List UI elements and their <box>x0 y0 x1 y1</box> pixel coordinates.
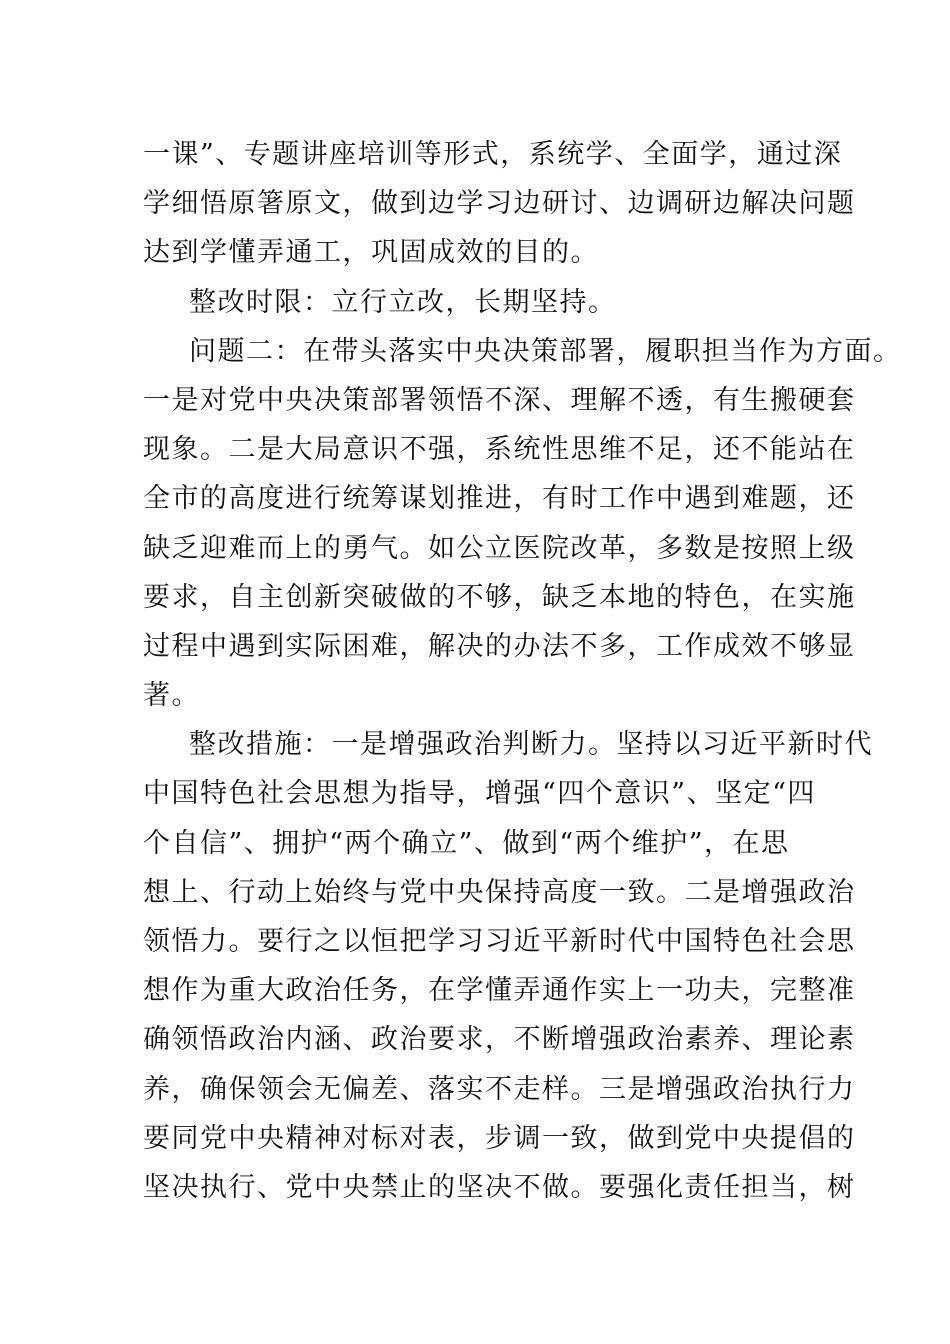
text-line: 想上、行动上始终与党中央保持高度一致。二是增强政治 <box>143 876 856 908</box>
text-line: 一课”、专题讲座培训等形式，系统学、全面学，通过深 <box>143 139 843 170</box>
text-line: 现象。二是大局意识不强，系统性思维不足，还不能站在 <box>143 434 856 466</box>
rectification-measures: 整改措施：一是增强政治判断力。坚持以习近平新时代 <box>189 729 873 761</box>
text-line: 坚决执行、党中央禁止的坚决不做。要强化责任担当，树 <box>143 1171 856 1203</box>
text-line: 要同党中央精神对标对表，步调一致，做到党中央提倡的 <box>143 1122 856 1154</box>
text-line: 养，确保领会无偏差、落实不走样。三是增强政治执行力 <box>143 1073 856 1105</box>
text-line: 著。 <box>143 680 200 712</box>
text-line: 领悟力。要行之以恒把学习习近平新时代中国特色社会思 <box>143 926 856 957</box>
text-line: 要求，自主创新突破做的不够，缺乏本地的特色，在实施 <box>143 581 856 613</box>
text-line: 全市的高度进行统筹谋划推进，有时工作中遇到难题，还 <box>143 483 856 515</box>
issue-two-heading: 问题二：在带头落实中央决策部署，履职担当作为方面。 <box>189 335 902 367</box>
text-line: 学细悟原箸原文，做到边学习边研讨、边调研边解决问题 <box>143 188 856 220</box>
rectification-deadline: 整改时限：立行立改，长期坚持。 <box>189 286 617 318</box>
text-line: 想作为重大政治任务，在学懂弄通作实上一功夫，完整准 <box>143 975 856 1007</box>
text-line: 中国特色社会思想为指导，增强“四个意识”、坚定“四 <box>143 778 816 810</box>
text-line: 达到学懂弄通工，巩固成效的目的。 <box>143 237 599 269</box>
text-line: 确领悟政治内涵、政治要求，不断增强政治素养、理论素 <box>143 1024 856 1056</box>
text-line: 缺乏迎难而上的勇气。如公立医院改革，多数是按照上级 <box>143 532 856 564</box>
document-body <box>143 130 902 1212</box>
text-line: 个自信”、拥护“两个确立”、做到“两个维护”，在思 <box>143 827 790 859</box>
text-line: 一是对党中央决策部署领悟不深、理解不透，有生搬硬套 <box>143 384 856 416</box>
text-line: 过程中遇到实际困难，解决的办法不多，工作成效不够显 <box>143 630 856 662</box>
